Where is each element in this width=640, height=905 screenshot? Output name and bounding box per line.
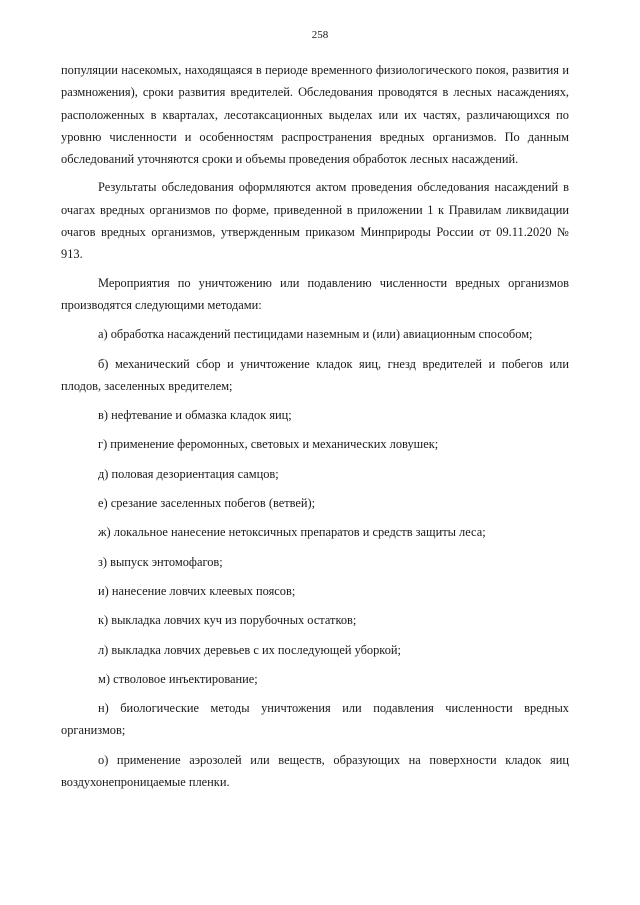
list-item: в) нефтевание и обмазка кладок яиц; <box>98 408 292 423</box>
list-item: е) срезание заселенных побегов (ветвей); <box>98 496 316 511</box>
paragraph-results: Результаты обследования оформляются актом проведения обследования насаждений в очагах вредных организмов по форме, приведенной в приложении 1 к Правилам ликвидации очагов вредных организмов, утвержденным приказом Минприроды России от 09.11.2020 № 913. <box>61 180 569 262</box>
list-item: и) нанесение ловчих клеевых поясов; <box>98 583 296 598</box>
list-item: ж) локальное нанесение нетоксичных препаратов и средств защиты леса; <box>98 525 486 540</box>
list-item: д) половая дезориентация самцов; <box>98 466 279 481</box>
methods-list <box>61 323 569 793</box>
paragraph-continuation: популяции насекомых, находящаяся в периоде временного физиологического покоя, развития и размножения), сроки развития вредителей. Обследования проводятся в лесных насаждениях, расположенных в кварталах, лесотаксационных выделах или их частях, различающихся по уровню численности и особенностям распространения вредных организмов. По данным обследований уточняются сроки и объемы проведения обработок лесных насаждений. <box>61 63 569 167</box>
list-item: м) стволовое инъектирование; <box>98 671 258 686</box>
page-number: 258 <box>311 29 329 41</box>
list-item: к) выкладка ловчих куч из порубочных остатков; <box>98 613 357 628</box>
list-item: з) выпуск энтомофагов; <box>98 554 223 569</box>
list-item: а) обработка насаждений пестицидами наземным и (или) авиационным способом; <box>98 327 533 342</box>
document-body <box>61 59 569 793</box>
paragraph-measures-intro: Мероприятия по уничтожению или подавлению численности вредных организмов производятся следующими методами: <box>61 275 569 312</box>
list-item: о) применение аэрозолей или веществ, образующих на поверхности кладок яиц воздухонепроницаемые пленки. <box>61 752 569 790</box>
list-item: б) механический сбор и уничтожение кладок яиц, гнезд вредителей и побегов или плодов, заселенных вредителем; <box>61 356 569 393</box>
list-item: г) применение феромонных, световых и механических ловушек; <box>98 437 439 452</box>
list-item: н) биологические методы уничтожения или подавления численности вредных организмов; <box>61 701 569 738</box>
list-item: л) выкладка ловчих деревьев с их последующей уборкой; <box>98 642 401 657</box>
